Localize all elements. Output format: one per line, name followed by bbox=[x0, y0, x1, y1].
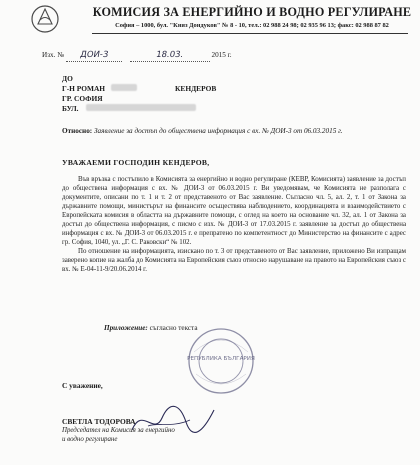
recipient-surname: КЕНДЕРОВ bbox=[175, 83, 217, 93]
outgoing-reference bbox=[42, 50, 232, 62]
signatory-title: Председател на Комисия за енергийно и водно регулиране bbox=[62, 427, 175, 443]
letterhead-address: София – 1000, бул. "Княз Дондуков" № 8 - 10, тел.: 02 988 24 98; 02 935 96 13; факс: 02 988 87 82 bbox=[115, 22, 389, 29]
reference-prefix: Изх. № bbox=[42, 51, 65, 59]
attachment-line bbox=[104, 324, 198, 333]
recipient-street-label: БУЛ. bbox=[62, 103, 79, 113]
recipient-city: ГР. СОФИЯ bbox=[62, 93, 103, 103]
signatory-name: СВЕТЛА ТОДОРОВА bbox=[62, 417, 136, 426]
subject-text: Заявление за достъп до обществена информация с вх. № ДОИ-3 от 06.03.2015 г. bbox=[93, 127, 343, 135]
commission-logo-icon bbox=[30, 4, 60, 34]
attachment-text: съгласно текста bbox=[149, 324, 198, 332]
attachment-label: Приложение: bbox=[104, 324, 148, 332]
official-stamp bbox=[186, 326, 256, 396]
reference-year: 2015 г. bbox=[211, 51, 232, 59]
recipient-block bbox=[62, 74, 216, 114]
letterhead-divider bbox=[92, 33, 408, 34]
redacted-text bbox=[111, 84, 137, 91]
reference-date: 18.03. bbox=[155, 50, 185, 60]
letterhead-title: КОМИСИЯ ЗА ЕНЕРГИЙНО И ВОДНО РЕГУЛИРАНЕ bbox=[92, 5, 412, 19]
reference-number: ДОИ-3 bbox=[78, 50, 109, 60]
body-paragraph: Във връзка с постъпило в Комисията за енергийно и водно регулиране (КЕВР, Комисията) заявление за достъп до обществена информация с вх. № ДОИ-3 от 06.03.2015 г. Ви уведомявам, че Комисията не разполага с документите, описани по т. 1 и т. 2 от представеното от Вас заявление. Съгласно чл. 5, ал. 2, т. 1 от Закона за държавните помощи, министърът на финансите осъществява наблюдението, координацията и взаимодействието с Европейската комисия в областта на държавните помощи, с оглед на което на основание чл. 32, ал. 1 от Закона за достъп до обществена информация, с писмо с изх. № ДОИ-3 от 17.03.2015 г. заявление за достъп до обществена информация с вх. № ДОИ-3 от 06.03.2015 г. е препратено по компетентност до Министерство на финансите с адрес гр. София, 1040, ул. „Г. С. Раковски“ № 102. bbox=[62, 176, 406, 246]
recipient-name: Г-Н РОМАН bbox=[62, 83, 106, 93]
stamp-center-text: РЕПУБЛИКА БЪЛГАРИЯ bbox=[187, 356, 255, 362]
recipient-to: ДО bbox=[62, 74, 73, 83]
subject-label: Относно: bbox=[62, 127, 93, 135]
salutation: УВАЖАЕМИ ГОСПОДИН КЕНДЕРОВ, bbox=[62, 158, 210, 167]
redacted-text bbox=[86, 104, 196, 111]
letter-body bbox=[62, 176, 406, 275]
closing: С уважение, bbox=[62, 381, 103, 390]
body-paragraph: По отношение на информацията, изискано по т. 3 от представеното от Вас заявление, приложено Ви изпращам заверено копие на жалба до Комисията на Европейския съюз относно нарушаване на правото на Европейския съюз с вх. № Е-04-11-9/20.06.2014 г. bbox=[62, 247, 406, 273]
subject-line bbox=[62, 127, 343, 136]
